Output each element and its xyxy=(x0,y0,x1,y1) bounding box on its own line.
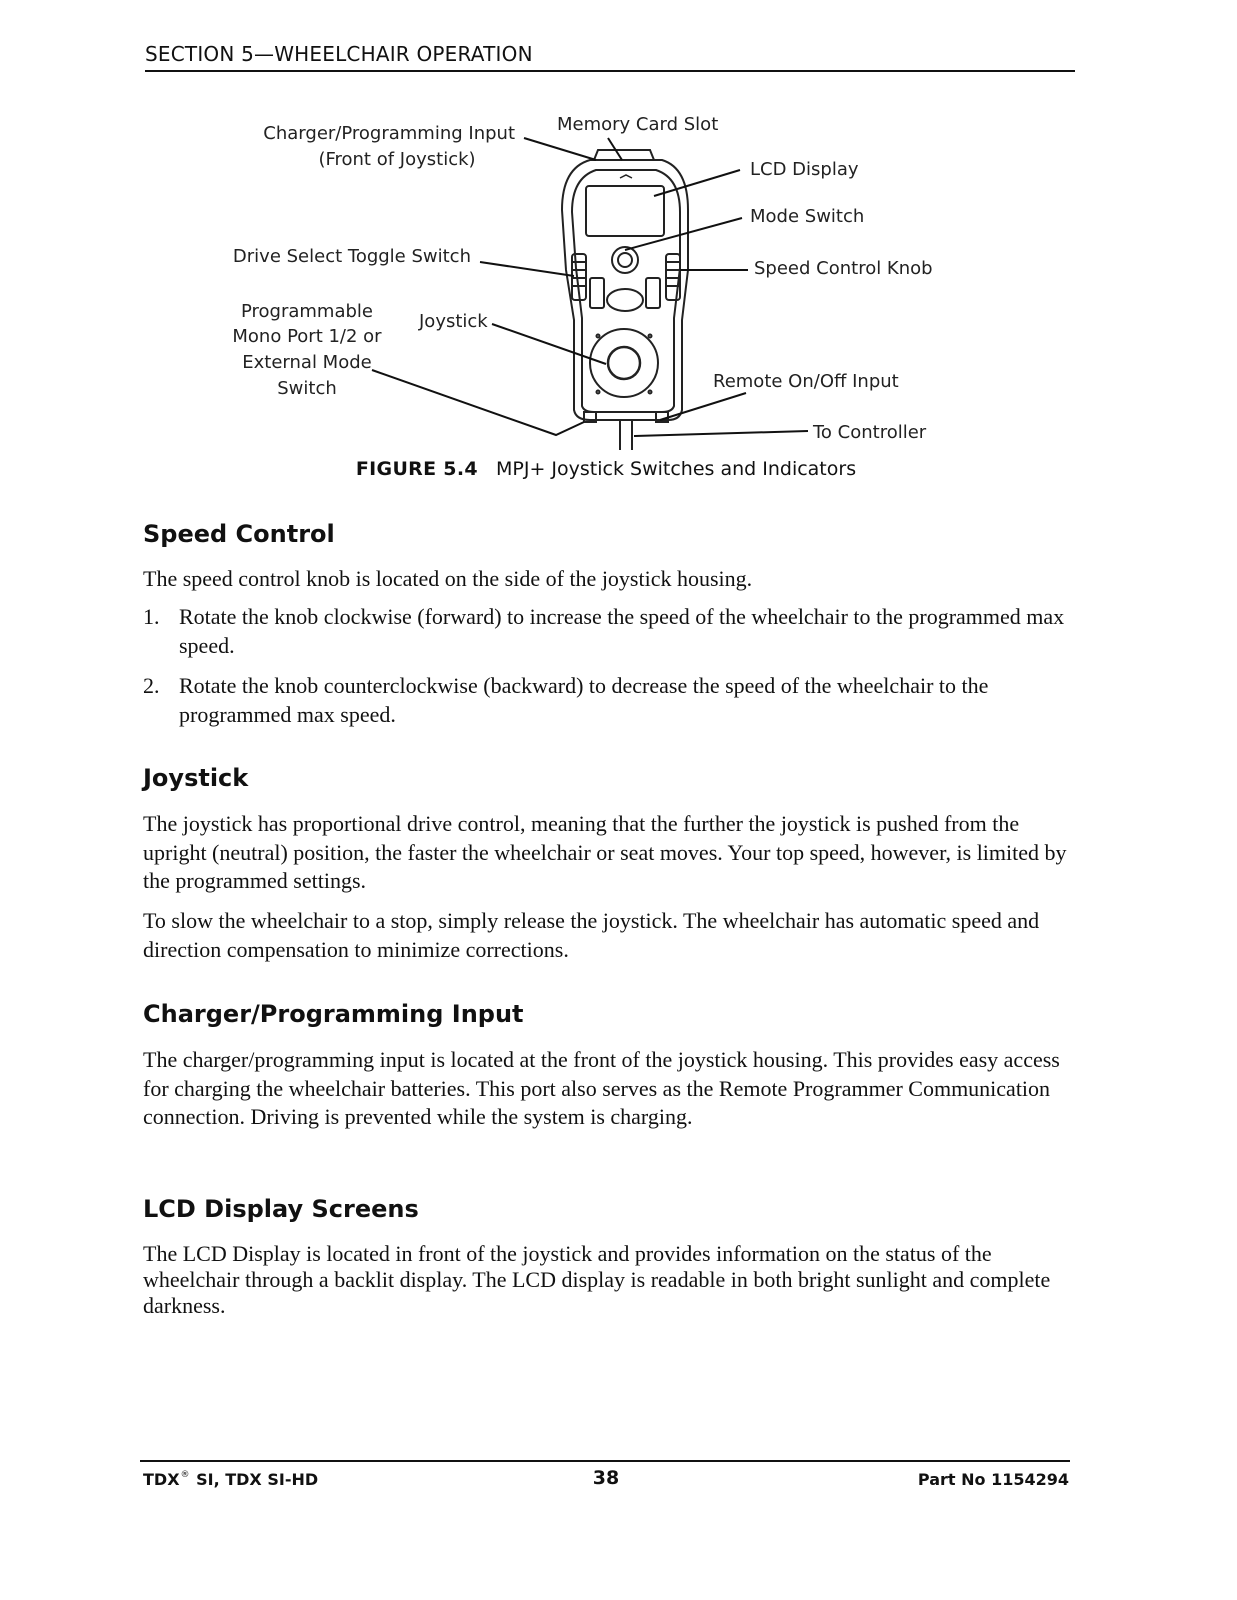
joystick-figure xyxy=(0,0,1237,500)
figure-caption-label: FIGURE 5.4 xyxy=(355,458,478,480)
joystick-device-drawing xyxy=(562,150,688,450)
callout-remote-onoff: Remote On/Off Input xyxy=(713,371,899,392)
figure-caption-text: MPJ+ Joystick Switches and Indicators xyxy=(496,458,857,480)
callout-drive-select: Drive Select Toggle Switch xyxy=(232,246,471,267)
page-number: 38 xyxy=(592,1467,620,1489)
list-item xyxy=(143,672,1068,729)
callout-charger-input-line2: (Front of Joystick) xyxy=(318,149,476,170)
callout-to-controller: To Controller xyxy=(813,422,927,443)
footer-model-b: SI, TDX SI-HD xyxy=(196,1470,319,1489)
heading-speed-control: Speed Control xyxy=(143,520,335,548)
callout-speed-knob: Speed Control Knob xyxy=(754,258,933,279)
list-item-number: 2. xyxy=(143,673,160,698)
footer-part-number: Part No 1154294 xyxy=(917,1470,1069,1489)
callout-mono-port-line2: Mono Port 1/2 or xyxy=(232,326,382,347)
figure-caption xyxy=(0,458,1212,480)
heading-charger-input: Charger/Programming Input xyxy=(143,1000,524,1028)
list-item-text: Rotate the knob counterclockwise (backward) to decrease the speed of the wheelchair to the programmed max speed. xyxy=(179,673,989,727)
running-header: SECTION 5—WHEELCHAIR OPERATION xyxy=(145,42,533,66)
callout-charger-input-line1: Charger/Programming Input xyxy=(263,123,515,144)
footer-model-a: TDX xyxy=(143,1470,180,1489)
list-item xyxy=(143,603,1068,660)
callout-memory-card-slot: Memory Card Slot xyxy=(557,114,719,135)
list-item-text: Rotate the knob clockwise (forward) to increase the speed of the wheelchair to the programmed max speed. xyxy=(179,604,1065,658)
callout-mono-port-line1: Programmable xyxy=(240,301,374,322)
joystick-paragraph-2: To slow the wheelchair to a stop, simply release the joystick. The wheelchair has automatic speed and direction compensation to minimize corrections. xyxy=(143,908,1040,962)
callout-mono-port-line3: External Mode xyxy=(242,352,372,373)
footer-rule xyxy=(140,1460,1070,1462)
callout-mono-port-line4: Switch xyxy=(277,378,337,399)
callout-mode-switch: Mode Switch xyxy=(750,206,865,227)
speed-control-intro: The speed control knob is located on the side of the joystick housing. xyxy=(143,566,753,591)
joystick-paragraph-1: The joystick has proportional drive control, meaning that the further the joystick is pushed from the upright (neutral) position, the faster the wheelchair or seat moves. Your top speed, however, is limited by the programmed settings. xyxy=(143,811,1067,893)
heading-lcd-display: LCD Display Screens xyxy=(143,1195,419,1223)
lcd-paragraph: The LCD Display is located in front of the joystick and provides information on the status of the wheelchair through a backlit display. The LCD display is readable in both bright sunlight and complete darkness. xyxy=(143,1241,1051,1318)
list-item-number: 1. xyxy=(143,604,160,629)
registered-mark: ® xyxy=(180,1470,190,1480)
callout-lcd-display: LCD Display xyxy=(750,159,859,180)
heading-joystick: Joystick xyxy=(143,764,249,792)
callout-joystick: Joystick xyxy=(419,311,488,332)
charger-paragraph: The charger/programming input is located at the front of the joystick housing. This provides easy access for charging the wheelchair batteries. This port also serves as the Remote Programmer Communication connection. Driving is prevented while the system is charging. xyxy=(143,1047,1060,1129)
